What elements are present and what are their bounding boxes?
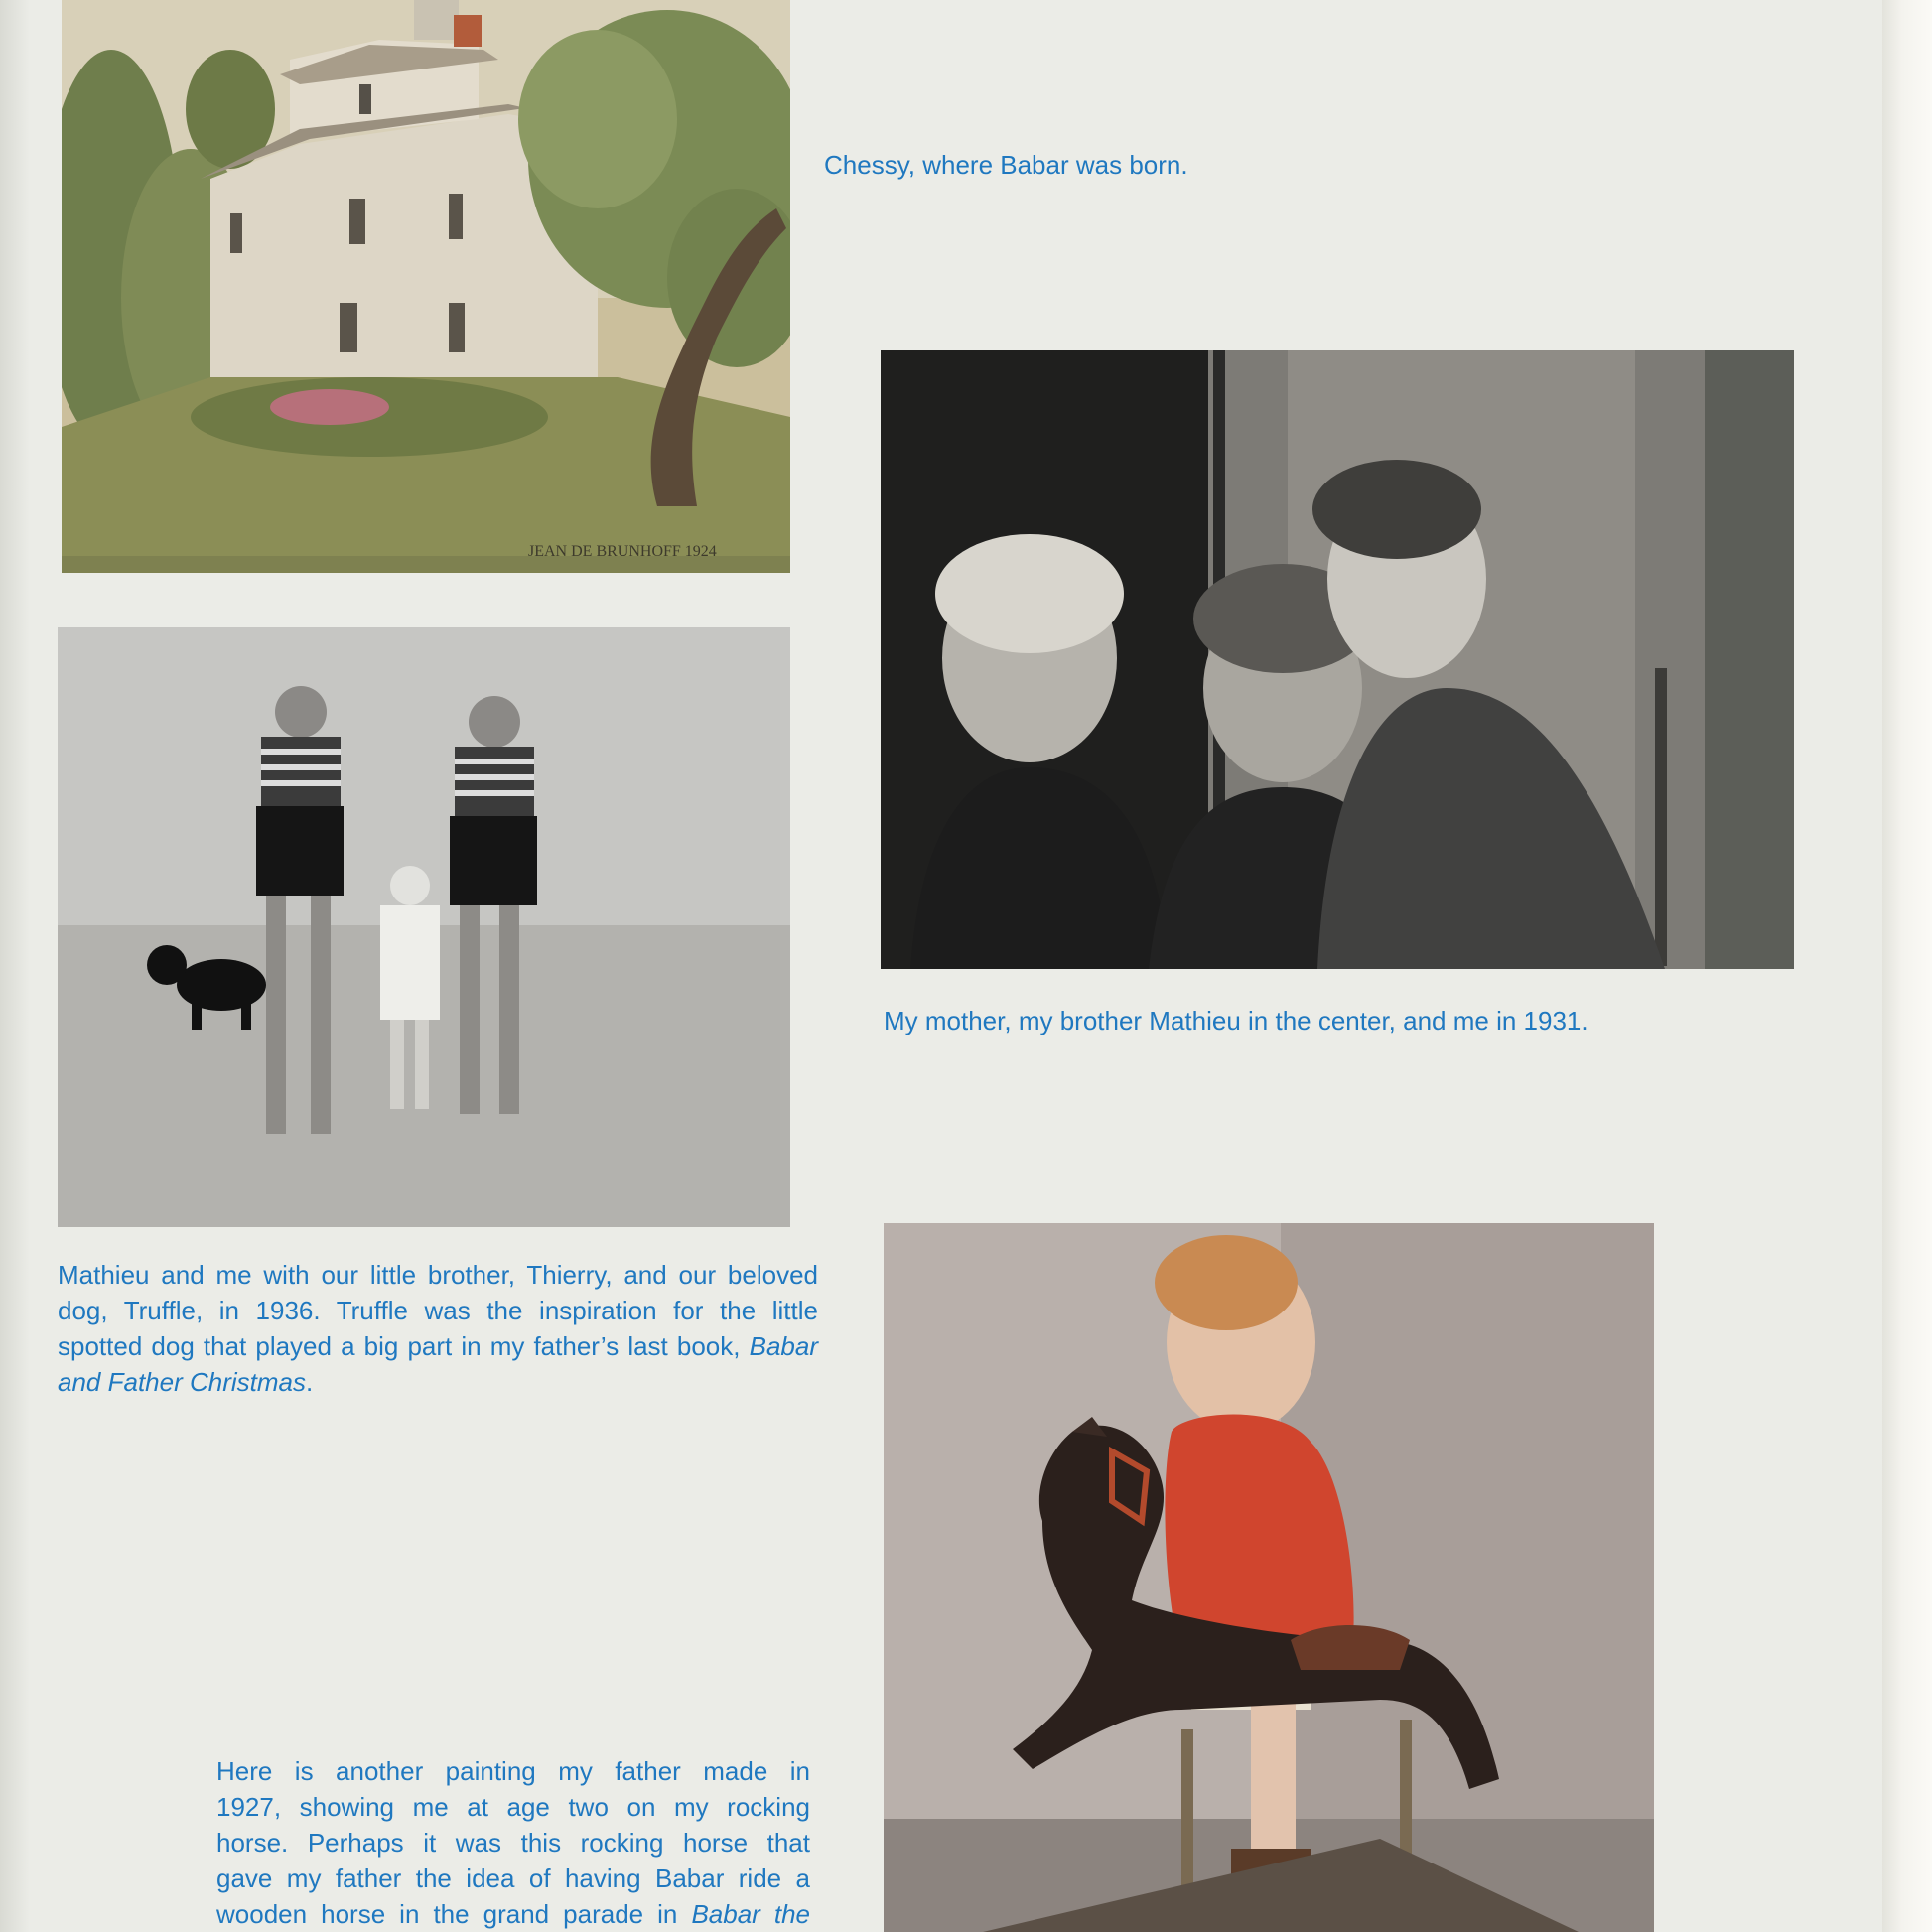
caption-beach-line-4-period: . [305, 1367, 314, 1397]
page-gutter-shadow [0, 0, 30, 1932]
chessy-house-painting [62, 0, 790, 573]
beach-children-dog-photo [58, 627, 790, 1227]
caption-painting-line-5 [216, 1896, 810, 1932]
caption-painting-line-3: horse. Perhaps it was this rocking horse that [216, 1828, 810, 1858]
mother-and-sons-photo [881, 350, 1794, 969]
caption-chessy: Chessy, where Babar was born. [824, 150, 1188, 180]
caption-beach-line-4 [58, 1364, 818, 1400]
page-edge [1882, 0, 1932, 1932]
caption-painting-line-5-text: wooden horse in the grand parade in [216, 1899, 692, 1929]
caption-beach [58, 1257, 818, 1400]
caption-beach-line-3-text: spotted dog that played a big part in my father’s last book, [58, 1331, 750, 1361]
caption-beach-line-2: dog, Truffle, in 1936. Truffle was the inspiration for the little [58, 1296, 818, 1325]
rocking-horse-painting [884, 1223, 1654, 1932]
caption-painting-line-4: gave my father the idea of having Babar ride a [216, 1863, 810, 1893]
caption-painting-line-1: Here is another painting my father made in [216, 1756, 810, 1786]
painting-signature: JEAN DE BRUNHOFF 1924 [528, 543, 717, 560]
book-title-babar-the: Babar the [691, 1899, 810, 1929]
caption-beach-line-3 [58, 1328, 818, 1364]
caption-family: My mother, my brother Mathieu in the center, and me in 1931. [884, 1006, 1588, 1035]
book-title-babar: Babar [749, 1331, 818, 1361]
caption-painting-line-2: 1927, showing me at age two on my rocking [216, 1792, 810, 1822]
caption-painting [216, 1753, 810, 1932]
caption-beach-line-1: Mathieu and me with our little brother, Thierry, and our beloved [58, 1260, 818, 1290]
book-title-father-christmas: and Father Christmas [58, 1367, 306, 1397]
